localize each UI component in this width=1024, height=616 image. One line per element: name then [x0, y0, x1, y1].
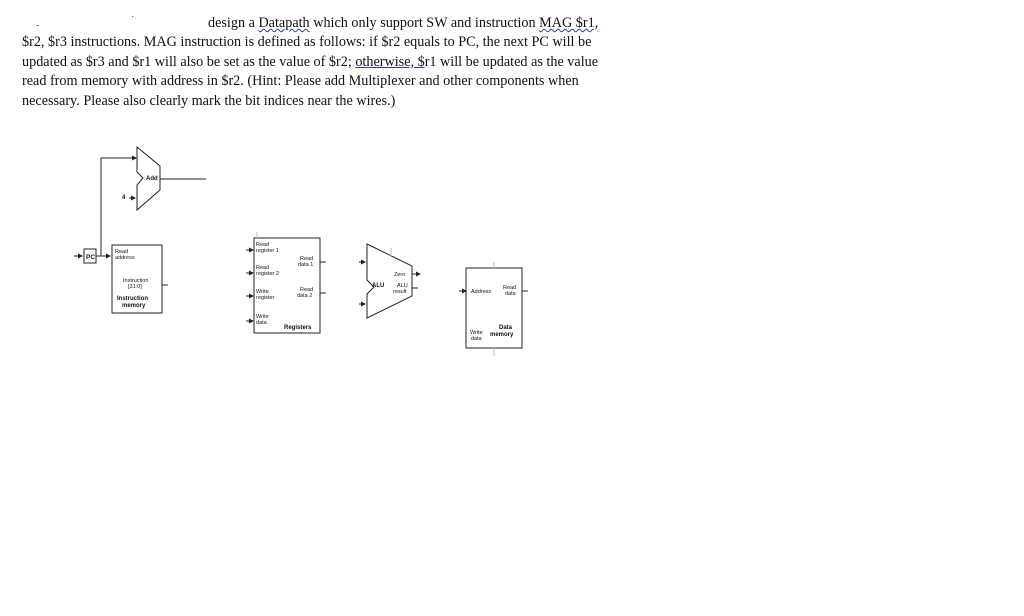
dmem-write-data-a: Write — [470, 330, 483, 336]
mag-instruction: MAG $r1, — [539, 15, 599, 31]
question-line-3-prefix: updated as $r3 and $r1 will also be set as the value of $r2; — [22, 53, 356, 70]
alu-shape — [367, 244, 412, 318]
imem-read-label: Read — [115, 249, 129, 255]
dmem-read-data-a: Read — [503, 285, 517, 291]
alu-result-b: result — [393, 289, 407, 295]
imem-title-1: Instruction — [117, 296, 148, 302]
question-line-2: $r2, $r3 instructions. MAG instruction is defined as follows: if $r2 equals to PC, the next PC will be — [22, 34, 592, 51]
imem-title-2: memory — [122, 303, 146, 309]
alu[interactable] — [367, 244, 412, 318]
dmem-read-data-b: data — [505, 291, 516, 297]
read-register-2-b: register 2 — [256, 271, 279, 277]
registers-title: Registers — [284, 325, 312, 331]
alu-zero-label: Zero — [394, 272, 406, 278]
read-data-2-a: Read — [300, 287, 314, 293]
register-file[interactable] — [254, 232, 320, 333]
question-line-1-middle: which only support SW and instruction — [309, 15, 540, 31]
imem-address-label: address — [115, 255, 135, 261]
read-data-1-b: data 1 — [298, 262, 314, 268]
dmem-title-1: Data — [499, 325, 513, 331]
pc-label: PC — [86, 254, 96, 261]
imem-instruction-label: Instruction — [123, 278, 149, 284]
question-prefix: design a — [208, 15, 259, 31]
read-data-1-a: Read — [300, 256, 314, 262]
imem-bits-label: [31:0] — [128, 284, 142, 290]
instruction-memory[interactable] — [112, 245, 162, 313]
question-line-3-suffix: r1 will be updated as the value — [424, 53, 599, 70]
otherwise-word: otherwise, $ — [355, 53, 425, 70]
constant-4: 4 — [122, 195, 126, 201]
data-memory[interactable] — [466, 262, 522, 356]
adder-label: Add — [146, 176, 158, 182]
adder[interactable] — [137, 147, 160, 210]
read-register-2-a: Read — [256, 265, 270, 271]
pc-to-adder-wire — [96, 158, 136, 256]
stray-dot: · — [131, 12, 135, 23]
pc-register[interactable] — [74, 249, 96, 263]
dmem-write-data-b: data — [471, 336, 482, 342]
question-line-5-text: necessary. Please also clearly mark the bit indices near the wires. — [22, 92, 391, 109]
datapath-word: Datapath — [258, 15, 310, 31]
write-data-b: data — [256, 320, 267, 326]
read-register-1-b: register 1 — [256, 248, 279, 254]
write-register-a: Write — [256, 289, 269, 295]
dmem-address-label: Address — [471, 289, 492, 295]
dmem-title-2: memory — [490, 332, 514, 338]
stray-mark: - — [36, 20, 40, 31]
alu-main-label: ALU — [372, 283, 385, 289]
question-line-4: read from memory with address in $r2. (Hint: Please add Multiplexer and other components when — [22, 73, 579, 90]
read-data-2-b: data 2 — [297, 293, 313, 299]
write-data-a: Write — [256, 314, 269, 320]
closing-paren: ) — [390, 92, 396, 109]
alu-result-a: ALU — [397, 283, 408, 289]
write-register-b: register — [256, 295, 275, 301]
read-register-1-a: Read — [256, 242, 270, 248]
